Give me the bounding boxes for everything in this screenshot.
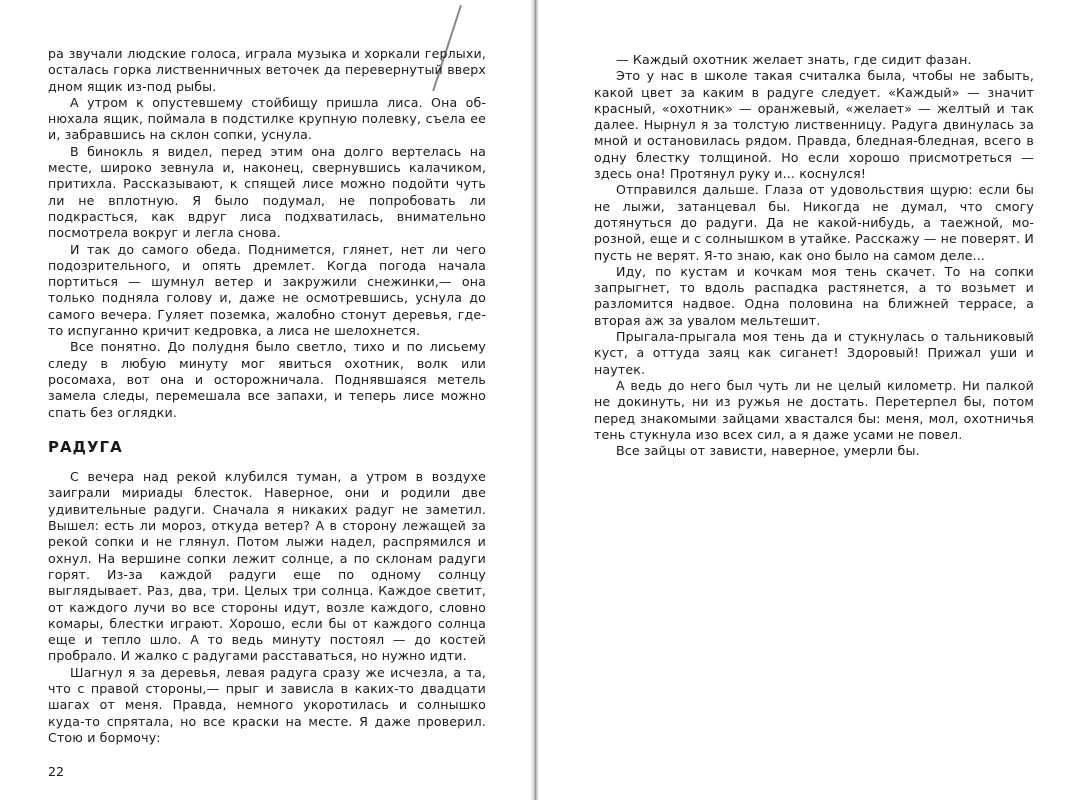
paragraph: С вечера над рекой клубился туман, а утром в воздухе заиграли мириады блесток. Наверное, они и родили две удивительные радуги. Сначала я никаких радуг не заметил. Вышел: есть ли мороз, откуда ветер? А в сторону лежащей за рекой сопки и не глянул. Потом лыжи надел, распрямился и охнул. На вершине сопки лежит солнце, а по склонам радуги горят. Из-за каждой радуги еще по одному солнцу выглядывает. Раз, два, три. Целых три солнца. Каждое светит, от каждого лучи во все стороны идут, возле каждого, словно комары, блестки играют. Хорошо, если бы от каждого солнца еще и тепло шло. А то ведь минуту постоял — до костей пробрало. И жалко с радугами расставаться, но нужно идти. (48, 469, 486, 664)
paragraph: Все понятно. До полудня было светло, тихо и по лисьему следу в любую минуту мог явиться охотник, волк или росомаха, вот она и осторожничала. Поднявшаяся метель замела следы, перемешала все запахи, и теперь лисе можно спать без оглядки. (48, 339, 486, 420)
left-page-text (48, 46, 486, 746)
paragraph: Отправился дальше. Глаза от удовольствия щурю: если бы не лыжи, затанцевал бы. Никогда не думал, что смогу дотянуться до радуги. Да не какой-нибудь, а таежной, морозной, еще и с солнышком в утайке. Расскажу — не поверят. И пусть не верят. Я-то знаю, как оно было на самом деле... (594, 182, 1034, 263)
book-gutter (531, 0, 539, 800)
paragraph: А ведь до него был чуть ли не целый километр. Ни палкой не докинуть, ни из ружья не достать. Перетерпел бы, потом перед знакомыми зайцами хвастался бы: меня, мол, охотничья тень стукнула изо всех сил, а я даже усами не повел. (594, 377, 1034, 442)
paragraph: Прыгала-прыгала моя тень да и стукнулась о тальниковый куст, а оттуда заяц как сиганет! Здоровый! Прижал уши и наутек. (594, 329, 1034, 377)
section-title: РАДУГА (48, 437, 123, 456)
left-page (0, 0, 530, 800)
paragraph: — Каждый охотник желает знать, где сидит фазан. (616, 52, 972, 67)
paragraph: Все зайцы от зависти, наверное, умерли бы. (616, 443, 920, 459)
paragraph: И так до самого обеда. Поднимется, глянет, нет ли чего подозрительного, и опять дремлет. Когда погода начала портиться — шумнул ветер и закружили снежинки,— она только подняла голову и, даже не осмотревшись, уснула до самого вечера. Гуляет поземка, жалобно стонут деревья, где-то испуганно кричит кедровка, а лиса не шелохнется. (48, 241, 486, 339)
paragraph: ра звучали людские голоса, играла музыка и хоркали герлыхи, осталась горка лиственничных веточек да перевернутый вверх дном ящик из-под рыбы. (48, 46, 486, 94)
page-number: 22 (48, 764, 65, 779)
paragraph: Это у нас в школе такая считалка была, чтобы не забыть, какой цвет за каким в радуге следует. «Каждый» — значит красный, «охотник» — оранжевый, «желает» — желтый и так далее. Нырнул я за толстую лиственницу. Радуга двинулась за мной и остановилась рядом. Правда, бледная-бледная, всего в одну блестку толщиной. Но если хорошо присмотреться — здесь она! Протянул руку и... коснулся! (594, 68, 1034, 182)
right-page (540, 0, 1074, 800)
paragraph: Шагнул я за деревья, левая радуга сразу же исчезла, а та, что с правой стороны,— прыг и зависла в каких-то двадцати шагах от меня. Правда, немного укоротилась и солнышко куда-то спрятала, но все краски на месте. Я даже проверил. Стою и бормочу: (48, 664, 486, 745)
right-page-text (594, 52, 1034, 459)
paragraph: Иду, по кустам и кочкам моя тень скачет. То на сопки запрыгнет, то вдоль распадка растянется, а то возьмет и разломится надвое. Одна половина на ближней террасе, а вторая аж за увалом мельтешит. (594, 263, 1034, 328)
paragraph: А утром к опустевшему стойбищу пришла лиса. Она обнюхала ящик, поймала в подстилке крупную полевку, съела ее и, забравшись на склон сопки, уснула. (48, 94, 486, 143)
paragraph: В бинокль я видел, перед этим она долго вертелась на месте, широко зевнула и, наконец, свернувшись калачиком, притихла. Рассказывают, к спящей лисе можно подойти чуть ли не вплотную. Я было подумал, не попробовать ли подкрасться, как вдруг лиса подхватилась, внимательно посмотрела вокруг и легла снова. (48, 143, 486, 241)
